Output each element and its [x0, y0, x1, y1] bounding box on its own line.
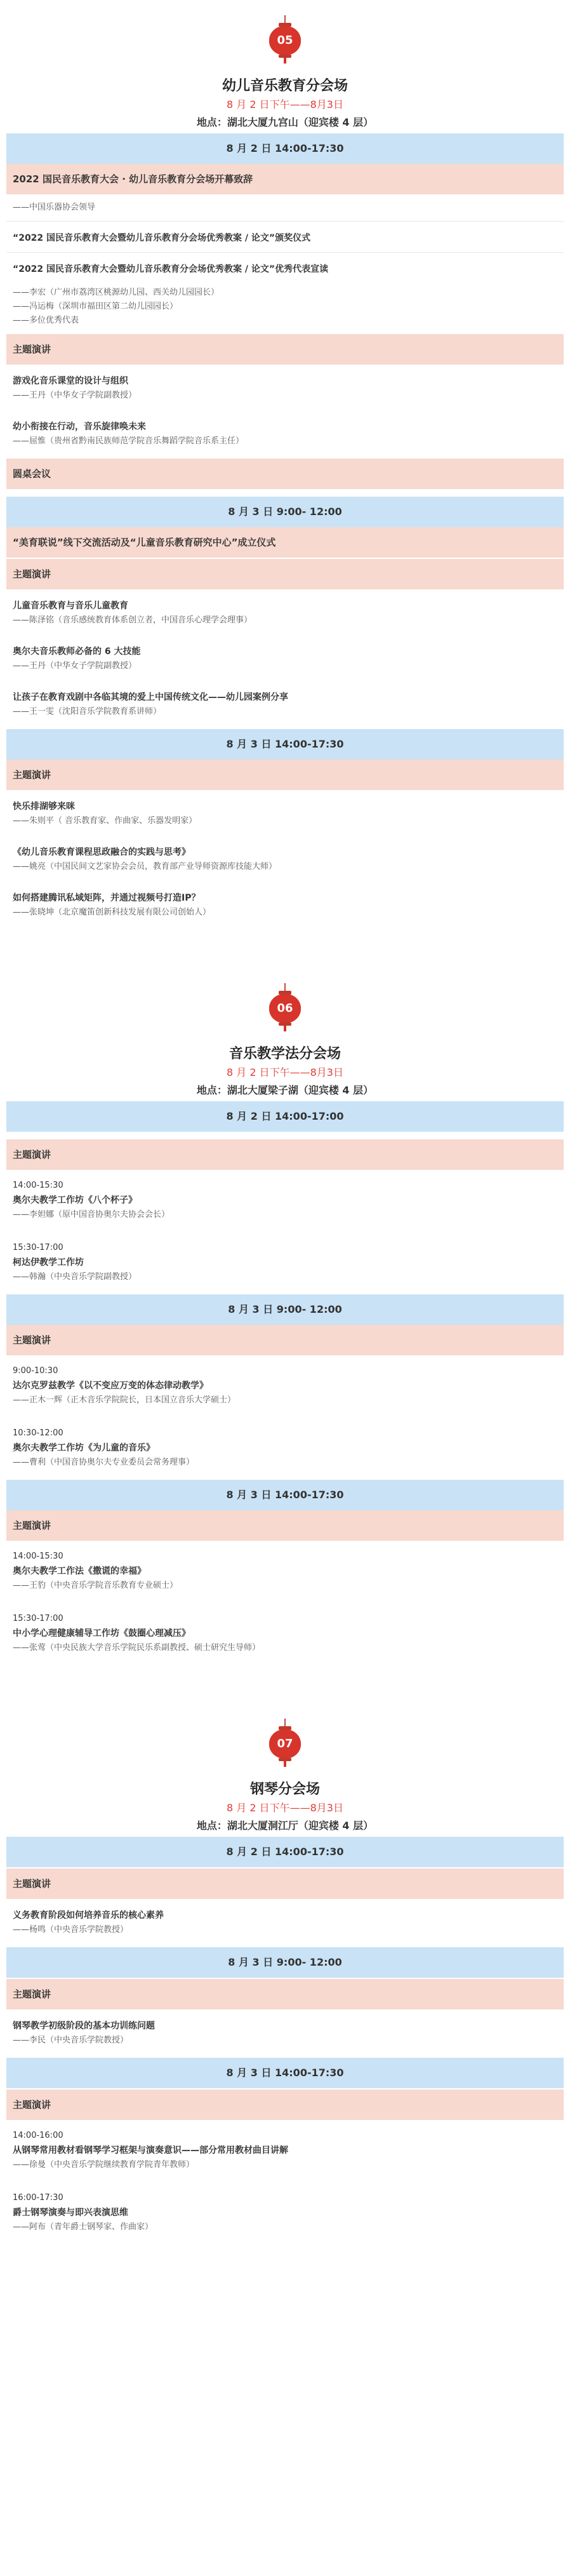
talk-title: 《幼儿音乐教育课程思政融合的实践与思考》 — [13, 847, 190, 857]
speaker: ——李民（中央音乐学院教授） — [13, 2036, 129, 2045]
session-header — [0, 968, 570, 1101]
section-header: 主题演讲 — [6, 760, 564, 790]
time-slot: 9:00-10:30 — [13, 1366, 58, 1376]
session-05 — [0, 0, 570, 930]
list-item — [13, 890, 557, 920]
day-header: 8 月 3 日 9:00- 12:00 — [6, 1294, 564, 1325]
session-date: 8 月 2 日下午——8月3日 — [227, 1802, 343, 1814]
day-header: 8 月 3 日 14:00-17:30 — [6, 729, 564, 760]
talk-title: 中小学心理健康辅导工作坊《鼓圈心理减压》 — [13, 1628, 190, 1639]
talk-title: 奥尔夫教学工作法《撒谎的幸福》 — [13, 1566, 146, 1576]
speaker: ——王丹（中华女子学院副教授） — [13, 391, 137, 400]
talk-title: 儿童音乐教育与音乐儿童教育 — [13, 601, 128, 611]
speaker: ——中国乐器协会领导 — [13, 203, 96, 212]
talk-title: 钢琴教学初级阶段的基本功训练问题 — [13, 2021, 155, 2031]
list-item — [13, 2129, 557, 2172]
section-header: 主题演讲 — [6, 1325, 564, 1355]
opening-content — [6, 194, 564, 222]
speaker: ——李妲娜（原中国音协奥尔夫协会会长） — [13, 1210, 170, 1219]
session-venue: 地点：湖北大厦洞江厅（迎宾楼 4 层） — [196, 1820, 374, 1832]
keynote-list — [6, 1170, 564, 1294]
time-slot: 15:30-17:00 — [13, 1243, 63, 1252]
session-venue: 地点：湖北大厦九宫山（迎宾楼 4 层） — [196, 116, 374, 128]
agenda-title: “2022 国民音乐教育大会暨幼儿音乐教育分会场优秀教案 / 论文”颁奖仪式 — [13, 233, 311, 243]
list-item — [13, 598, 557, 627]
session-title: 幼儿音乐教育分会场 — [222, 78, 348, 94]
section-header: 2022 国民音乐教育大会 · 幼儿音乐教育分会场开幕致辞 — [6, 164, 564, 194]
list-item — [13, 1550, 557, 1593]
list-item — [13, 1241, 557, 1284]
speaker: ——屈惟（贵州省黔南民族师范学院音乐舞蹈学院音乐系主任） — [13, 436, 244, 446]
keynote-list — [6, 1355, 564, 1480]
day-header: 8 月 2 日 14:00-17:00 — [6, 1101, 564, 1132]
talk-title: 幼小衔接在行动，音乐旋律唤未来 — [13, 422, 146, 432]
section-header: 主题演讲 — [6, 1979, 564, 2009]
list-item — [13, 1364, 557, 1407]
speaker: ——朱则平（ 音乐教育家、作曲家、乐器发明家） — [13, 816, 197, 826]
day-header: 8 月 3 日 9:00- 12:00 — [6, 1947, 564, 1978]
schedule — [6, 1837, 564, 2244]
speaker: ——徐曼（中央音乐学院继续教育学院青年教师） — [13, 2160, 195, 2170]
day-header: 8 月 3 日 14:00-17:30 — [6, 1480, 564, 1510]
session-title: 音乐教学法分会场 — [229, 1046, 341, 1062]
session-06 — [0, 968, 570, 1665]
session-07 — [0, 1703, 570, 2244]
list-item — [13, 1908, 557, 1937]
time-slot: 14:00-16:00 — [13, 2131, 63, 2140]
session-title: 钢琴分会场 — [249, 1781, 320, 1797]
lantern-icon — [266, 19, 304, 64]
speaker: ——张莺（中央民族大学音乐学院民乐系副教授、硕士研究生导师） — [13, 1643, 261, 1653]
schedule — [6, 1101, 564, 1665]
list-item — [13, 373, 557, 403]
session-number: 07 — [269, 1729, 301, 1759]
schedule — [6, 133, 564, 930]
session-date: 8 月 2 日下午——8月3日 — [227, 98, 343, 111]
keynote-list — [6, 589, 564, 729]
speaker: ——韩瀚（中央音乐学院副教授） — [13, 1272, 137, 1282]
talk-title: 爵士钢琴演奏与即兴表演思维 — [13, 2208, 128, 2218]
speaker: ——曹利（中国音协奥尔夫专业委员会常务理事） — [13, 1458, 195, 1467]
session-number: 06 — [269, 994, 301, 1023]
section-header: 主题演讲 — [6, 334, 564, 365]
list-item — [13, 690, 557, 719]
keynote-list — [6, 2120, 564, 2244]
section-header: 主题演讲 — [6, 1510, 564, 1541]
talk-title: 奥尔夫音乐教师必备的 6 大技能 — [13, 647, 141, 657]
day-header: 8 月 3 日 14:00-17:30 — [6, 2058, 564, 2088]
agenda-title: “2022 国民音乐教育大会暨幼儿音乐教育分会场优秀教案 / 论文”优秀代表宣读 — [13, 264, 329, 274]
speaker: ——正木一辉（正木音乐学院院长，日本国立音乐大学硕士） — [13, 1395, 236, 1405]
speaker: ——冯运梅（深圳市福田区第二幼儿园园长） — [13, 302, 178, 311]
speaker: ——阿布（青年爵士钢琴家、作曲家） — [13, 2222, 154, 2232]
talk-title: 游戏化音乐课堂的设计与组织 — [13, 376, 128, 386]
list-item — [13, 845, 557, 874]
speaker: ——李宏（广州市荔湾区桃源幼儿园、西关幼儿园园长） — [13, 288, 220, 297]
section-header: “美育联说”线下交流活动及“儿童音乐教育研究中心”成立仪式 — [6, 527, 564, 558]
speaker: ——多位优秀代表 — [13, 316, 79, 325]
keynote-list — [6, 790, 564, 930]
section-header: 主题演讲 — [6, 1139, 564, 1170]
section-header: 主题演讲 — [6, 1868, 564, 1899]
speaker: ——王一雯（沈阳音乐学院教育系讲师） — [13, 707, 162, 716]
talk-title: 从钢琴常用教材看钢琴学习框架与演奏意识——部分常用教材曲目讲解 — [13, 2145, 288, 2156]
session-date: 8 月 2 日下午——8月3日 — [227, 1066, 343, 1078]
speaker: ——陈泽铭（音乐感统教育体系创立者，中国音乐心理学会理事） — [13, 615, 253, 625]
list-item — [13, 1426, 557, 1470]
session-venue: 地点：湖北大厦梁子湖（迎宾楼 4 层） — [196, 1084, 374, 1096]
time-slot: 14:00-15:30 — [13, 1181, 63, 1190]
talk-title: 达尔克罗兹教学《以不变应万变的体态律动教学》 — [13, 1381, 208, 1391]
list-item — [13, 2191, 557, 2234]
list-item — [13, 2018, 557, 2048]
lantern-icon — [266, 1722, 304, 1767]
talk-title: 奥尔夫教学工作坊《为儿童的音乐》 — [13, 1443, 155, 1453]
time-slot: 16:00-17:30 — [13, 2193, 63, 2203]
award-ceremony — [6, 222, 564, 253]
day-header: 8 月 2 日 14:00-17:30 — [6, 1837, 564, 1867]
time-slot: 15:30-17:00 — [13, 1614, 63, 1623]
talk-title: 义务教育阶段如何培养音乐的核心素养 — [13, 1910, 164, 1921]
speaker: ——王豹（中央音乐学院音乐教育专业硕士） — [13, 1581, 178, 1590]
speaker: ——杨鸣（中央音乐学院教授） — [13, 1925, 129, 1935]
keynote-list — [6, 1899, 564, 1947]
talk-title: 让孩子在教育戏剧中各临其境的爱上中国传统文化——幼儿园案例分享 — [13, 692, 288, 702]
time-slot: 10:30-12:00 — [13, 1428, 63, 1438]
keynote-list — [6, 2009, 564, 2058]
talk-title: 如何搭建腾讯私域矩阵，并通过视频号打造IP？ — [13, 893, 201, 903]
talk-title: 奥尔夫教学工作坊《八个杯子》 — [13, 1195, 137, 1205]
section-header: 主题演讲 — [6, 559, 564, 589]
section-header: 圆桌会议 — [6, 459, 564, 489]
list-item — [13, 1612, 557, 1655]
session-number: 05 — [269, 26, 301, 55]
speaker: ——张晓坤（北京魔笛创新科技发展有限公司创始人） — [13, 908, 211, 917]
speaker: ——王丹（中华女子学院副教授） — [13, 661, 137, 671]
section-header: 主题演讲 — [6, 2090, 564, 2120]
talk-title: 快乐排湖够来咪 — [13, 802, 75, 812]
day-header: 8 月 2 日 14:00-17:30 — [6, 133, 564, 164]
time-slot: 14:00-15:30 — [13, 1552, 63, 1561]
talk-title: 柯达伊教学工作坊 — [13, 1258, 84, 1268]
keynote-list — [6, 1541, 564, 1665]
award-readings — [6, 253, 564, 334]
session-header — [0, 0, 570, 133]
list-item — [13, 419, 557, 448]
list-item — [13, 799, 557, 828]
speaker: ——姚亮（中国民间文艺家协会会员，教育部产业导师资源库技能大师） — [13, 862, 277, 871]
session-header — [0, 1703, 570, 1837]
list-item — [13, 644, 557, 673]
lantern-icon — [266, 987, 304, 1031]
day-header: 8 月 3 日 9:00- 12:00 — [6, 497, 564, 527]
keynote-list — [6, 365, 564, 459]
list-item — [13, 1179, 557, 1222]
